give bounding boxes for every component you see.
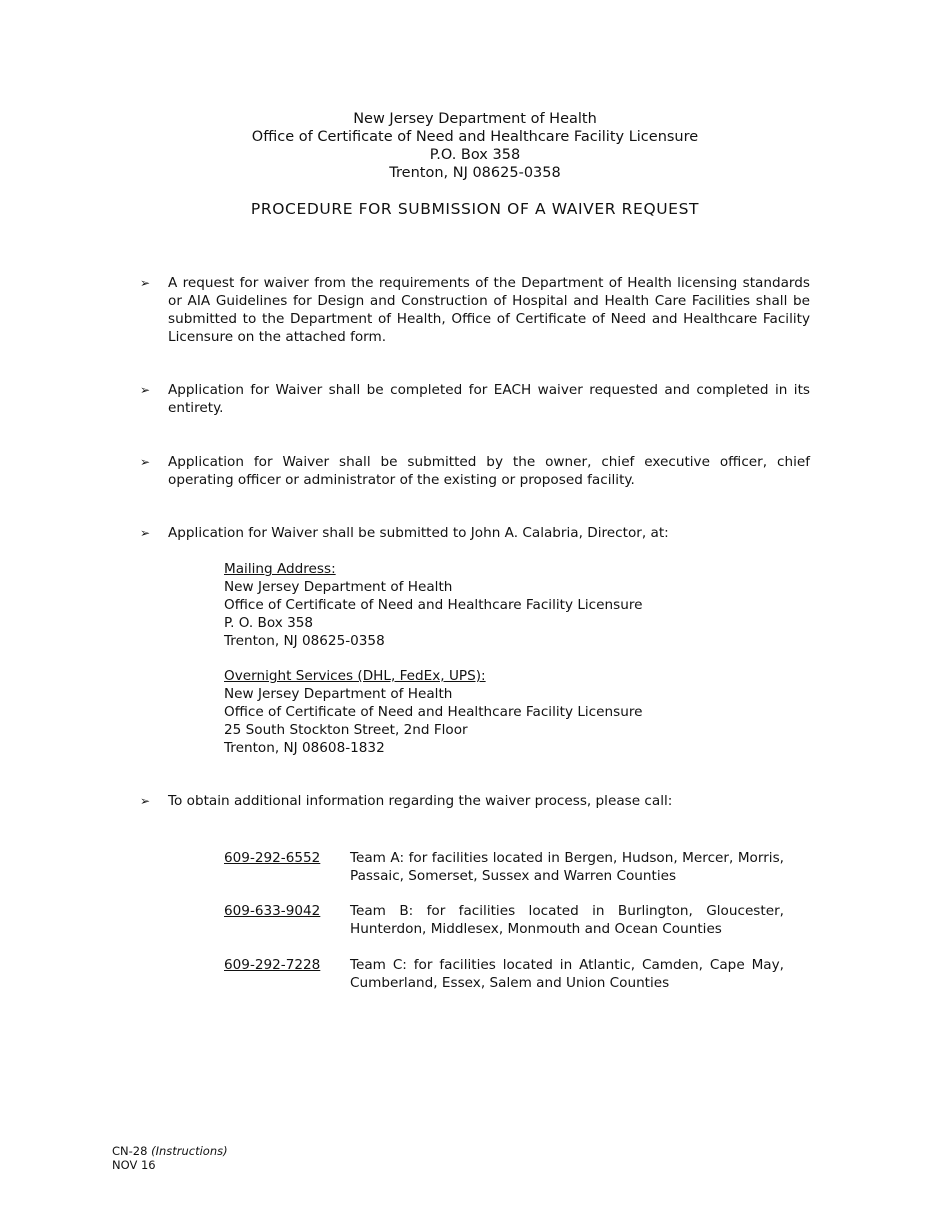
bullet-text: Application for Waiver shall be completed for EACH waiver requested and completed in its entirety. — [168, 382, 810, 416]
mailing-address-heading: Mailing Address: — [224, 561, 336, 577]
revision-date: NOV 16 — [112, 1158, 156, 1172]
arrow-bullet-icon: ➢ — [140, 276, 151, 290]
list-item — [140, 381, 810, 417]
phone-number[interactable]: 609-292-6552 — [224, 850, 321, 866]
phone-description: Team A: for facilities located in Bergen, Hudson, Mercer, Morris, Passaic, Somerset, Sussex and Warren Counties — [350, 850, 784, 884]
bullet-text: Application for Waiver shall be submitted to John A. Calabria, Director, at: — [168, 525, 669, 541]
phone-row-team-b — [224, 902, 784, 938]
address-line: 25 South Stockton Street, 2nd Floor — [224, 722, 468, 738]
overnight-address — [224, 667, 643, 757]
phone-row-team-c — [224, 956, 784, 992]
mailing-address — [224, 560, 643, 650]
form-note: (Instructions) — [151, 1144, 228, 1158]
phone-description: Team C: for facilities located in Atlantic, Camden, Cape May, Cumberland, Essex, Salem and Union Counties — [350, 957, 784, 991]
list-item — [140, 524, 810, 542]
header-po-box: P.O. Box 358 — [429, 147, 521, 163]
address-line: New Jersey Department of Health — [224, 686, 453, 702]
bullet-text: Application for Waiver shall be submitted by the owner, chief executive officer, chief operating officer or administrator of the existing or proposed facility. — [168, 454, 810, 488]
arrow-bullet-icon: ➢ — [140, 794, 151, 808]
bullet-text: A request for waiver from the requirements of the Department of Health licensing standards or AIA Guidelines for Design and Construction of Hospital and Health Care Facilities shall be submitted to the Department of Health, Office of Certificate of Need and Healthcare Facility Licensure on the attached form. — [168, 275, 810, 345]
arrow-bullet-icon: ➢ — [140, 383, 151, 397]
address-line: Office of Certificate of Need and Healthcare Facility Licensure — [224, 704, 643, 720]
address-line: New Jersey Department of Health — [224, 579, 453, 595]
overnight-address-heading: Overnight Services (DHL, FedEx, UPS): — [224, 668, 486, 684]
arrow-bullet-icon: ➢ — [140, 526, 151, 540]
header-office: Office of Certificate of Need and Healthcare Facility Licensure — [251, 129, 699, 145]
address-line: Trenton, NJ 08625-0358 — [224, 633, 385, 649]
list-item — [140, 453, 810, 489]
phone-number[interactable]: 609-633-9042 — [224, 903, 321, 919]
phone-row-team-a — [224, 849, 784, 885]
header-city: Trenton, NJ 08625-0358 — [389, 165, 561, 181]
list-item — [140, 274, 810, 346]
address-line: P. O. Box 358 — [224, 615, 314, 631]
list-item — [140, 792, 810, 810]
arrow-bullet-icon: ➢ — [140, 455, 151, 469]
phone-number[interactable]: 609-292-7228 — [224, 957, 321, 973]
header-agency: New Jersey Department of Health — [353, 111, 597, 127]
form-code: CN-28 — [112, 1144, 148, 1158]
page-footer — [112, 1144, 228, 1172]
phone-description: Team B: for facilities located in Burlington, Gloucester, Hunterdon, Middlesex, Monmouth and Ocean Counties — [350, 903, 784, 937]
address-line: Trenton, NJ 08608-1832 — [224, 740, 385, 756]
bullet-text: To obtain additional information regarding the waiver process, please call: — [168, 793, 673, 809]
address-line: Office of Certificate of Need and Healthcare Facility Licensure — [224, 597, 643, 613]
page-title: PROCEDURE FOR SUBMISSION OF A WAIVER REQUEST — [250, 200, 700, 218]
